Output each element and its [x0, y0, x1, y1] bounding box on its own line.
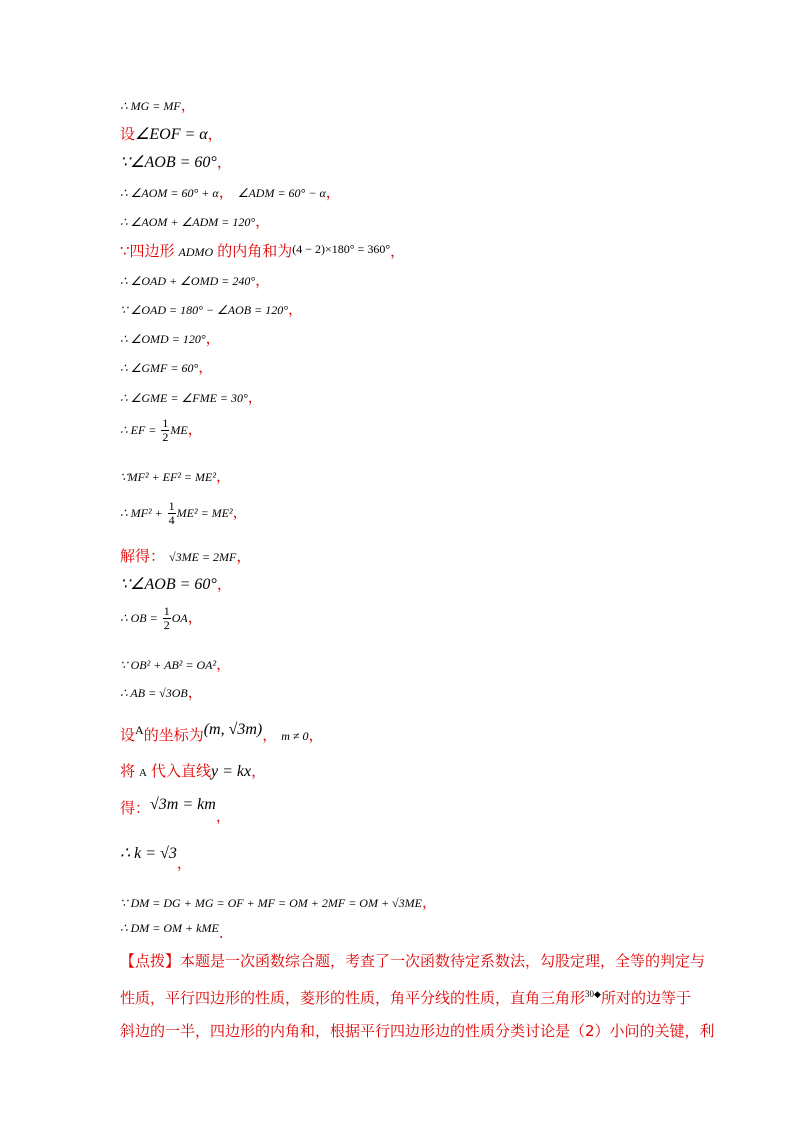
comment-text: 性质，平行四边形的性质，菱形的性质，角平分线的性质，直角三角形	[120, 989, 586, 1007]
comma: ，	[187, 420, 203, 439]
text: 代入直线	[150, 762, 211, 780]
math-expr: ∵ ∠OAD = 180° − ∠AOB = 120°	[120, 303, 289, 317]
step-line	[120, 127, 223, 143]
step-line	[120, 331, 221, 347]
comma: ，	[216, 655, 232, 673]
comma: ，	[255, 212, 271, 230]
step-line	[120, 214, 270, 230]
comment-line	[120, 945, 706, 978]
comma: ，	[262, 726, 278, 744]
math-expr: ∴ ∠AOM = 60° + α	[120, 186, 219, 200]
text: 设	[120, 125, 136, 143]
step-line	[120, 469, 231, 485]
comment-line	[120, 1015, 715, 1048]
math-expr: ∵ OB² + AB² = OA²	[120, 658, 217, 672]
text: 的内角和为	[217, 242, 293, 260]
math-expr: ME	[170, 423, 188, 438]
numerator: 1	[162, 416, 169, 430]
math-expr: ∠EOF = α	[135, 126, 208, 143]
comma: ，	[255, 271, 271, 289]
comma: ，	[325, 183, 341, 201]
step-line	[120, 360, 213, 376]
step-line	[120, 797, 231, 824]
comment-line	[120, 978, 700, 1015]
math-expr: OA	[171, 611, 188, 626]
math-expr: ∵ DM = DG + MG = OF + MF = OM + 2MF = OM + √3ME	[120, 896, 422, 910]
step-line	[120, 764, 266, 780]
comment-text: 所对的边等于	[600, 989, 691, 1007]
math-expr: ∴ ∠OMD = 120°	[120, 332, 206, 346]
math-expr: ∵MF² + EF² = ME²	[120, 470, 216, 484]
comma: ，	[187, 608, 203, 627]
step-line	[120, 500, 248, 527]
text: 设	[120, 726, 136, 744]
step-line	[120, 685, 203, 701]
step-line	[120, 243, 405, 260]
step-line	[120, 417, 203, 444]
comma: ，	[216, 575, 232, 593]
fraction	[161, 417, 169, 444]
text: ∵四边形	[120, 242, 175, 260]
comment-text: 本题是一次函数综合题，考查了一次函数待定系数法，勾股定理，全等的判定与	[180, 952, 706, 970]
comment-label: 【点拨】	[120, 952, 181, 970]
comma: ，	[236, 547, 252, 565]
math-expr: ∴ EF =	[120, 423, 157, 438]
text: 得：	[120, 799, 151, 817]
step-line	[120, 657, 231, 673]
step-line	[120, 98, 196, 114]
math-expr: ADMO	[178, 245, 214, 259]
fraction	[163, 605, 171, 632]
comma: ，	[205, 329, 221, 347]
math-expr: ∵∠AOB = 60°	[120, 576, 217, 593]
comma: ，	[215, 467, 231, 485]
comma: ，	[218, 183, 234, 201]
comma: ，	[390, 242, 406, 260]
math-expr: ∴ ∠GME = ∠FME = 30°	[120, 391, 248, 405]
math-expr: ∴ MG = MF	[120, 99, 181, 113]
comma: ，	[308, 726, 324, 744]
step-line	[120, 722, 324, 744]
math-expr: ∴ MF² +	[120, 506, 163, 521]
degree-value: 30	[585, 989, 595, 999]
comma: ，	[232, 503, 248, 522]
math-expr: (m, √3m)	[203, 721, 263, 738]
step-line	[120, 577, 232, 593]
step-line	[120, 549, 251, 565]
step-line	[120, 273, 270, 289]
text: 解得：	[120, 547, 166, 565]
math-expr: ∴ k = √3	[120, 845, 177, 862]
math-expr: ME² = ME²	[176, 506, 233, 521]
comma: ，	[251, 762, 267, 780]
math-expr: ∴ ∠OAD + ∠OMD = 240°	[120, 274, 256, 288]
math-expr: m ≠ 0	[281, 729, 309, 743]
comma: ，	[176, 854, 192, 872]
math-expr: √3m = km	[150, 796, 216, 813]
step-line	[120, 605, 203, 632]
math-expr: ∴ DM = OM + kME	[120, 921, 219, 935]
comma: ，	[216, 153, 232, 171]
fraction	[168, 500, 176, 527]
step-line	[120, 920, 224, 941]
denominator: 2	[163, 618, 170, 632]
unknown-glyph-icon: ◆	[594, 989, 601, 999]
numerator: 1	[163, 604, 170, 618]
math-expr: ∵∠AOB = 60°	[120, 154, 217, 171]
numerator: 1	[168, 499, 175, 513]
math-expr: ∴ ∠GMF = 60°	[120, 361, 199, 375]
text: 将	[120, 762, 136, 780]
math-expr: A	[135, 723, 144, 737]
step-line	[120, 155, 232, 171]
math-expr: A	[139, 767, 147, 779]
denominator: 4	[168, 513, 175, 527]
comment-paragraph	[120, 945, 715, 1048]
comment-text: 斜边的一半，四边形的内角和，根据平行四边形边的性质分类讨论是（2）小问的关键，利	[120, 1022, 715, 1040]
comma: ，	[198, 358, 214, 376]
denominator: 2	[162, 430, 169, 444]
math-expr: ∠ADM = 60° − α	[237, 186, 326, 200]
math-expr: ∴ OB =	[120, 611, 158, 626]
step-line	[120, 185, 341, 201]
step-line	[120, 846, 192, 871]
math-expr: ∴ AB = √3OB	[120, 686, 188, 700]
math-expr: ∴ ∠AOM + ∠ADM = 120°	[120, 215, 256, 229]
period: .	[218, 924, 224, 942]
comma: ，	[215, 807, 231, 825]
math-expr: (4 − 2)×180° = 360°	[292, 242, 391, 256]
step-line	[120, 390, 263, 406]
math-expr: √3ME = 2MF	[169, 550, 237, 564]
comma: ，	[187, 683, 203, 701]
math-expr: y = kx	[210, 763, 252, 780]
comma: ，	[288, 300, 304, 318]
text: 的坐标为	[143, 726, 204, 744]
step-line	[120, 302, 303, 318]
comma: ，	[207, 125, 223, 143]
comma: ，	[180, 96, 196, 114]
comma: ，	[421, 893, 437, 911]
step-line	[120, 895, 437, 911]
comma: ，	[247, 388, 263, 406]
